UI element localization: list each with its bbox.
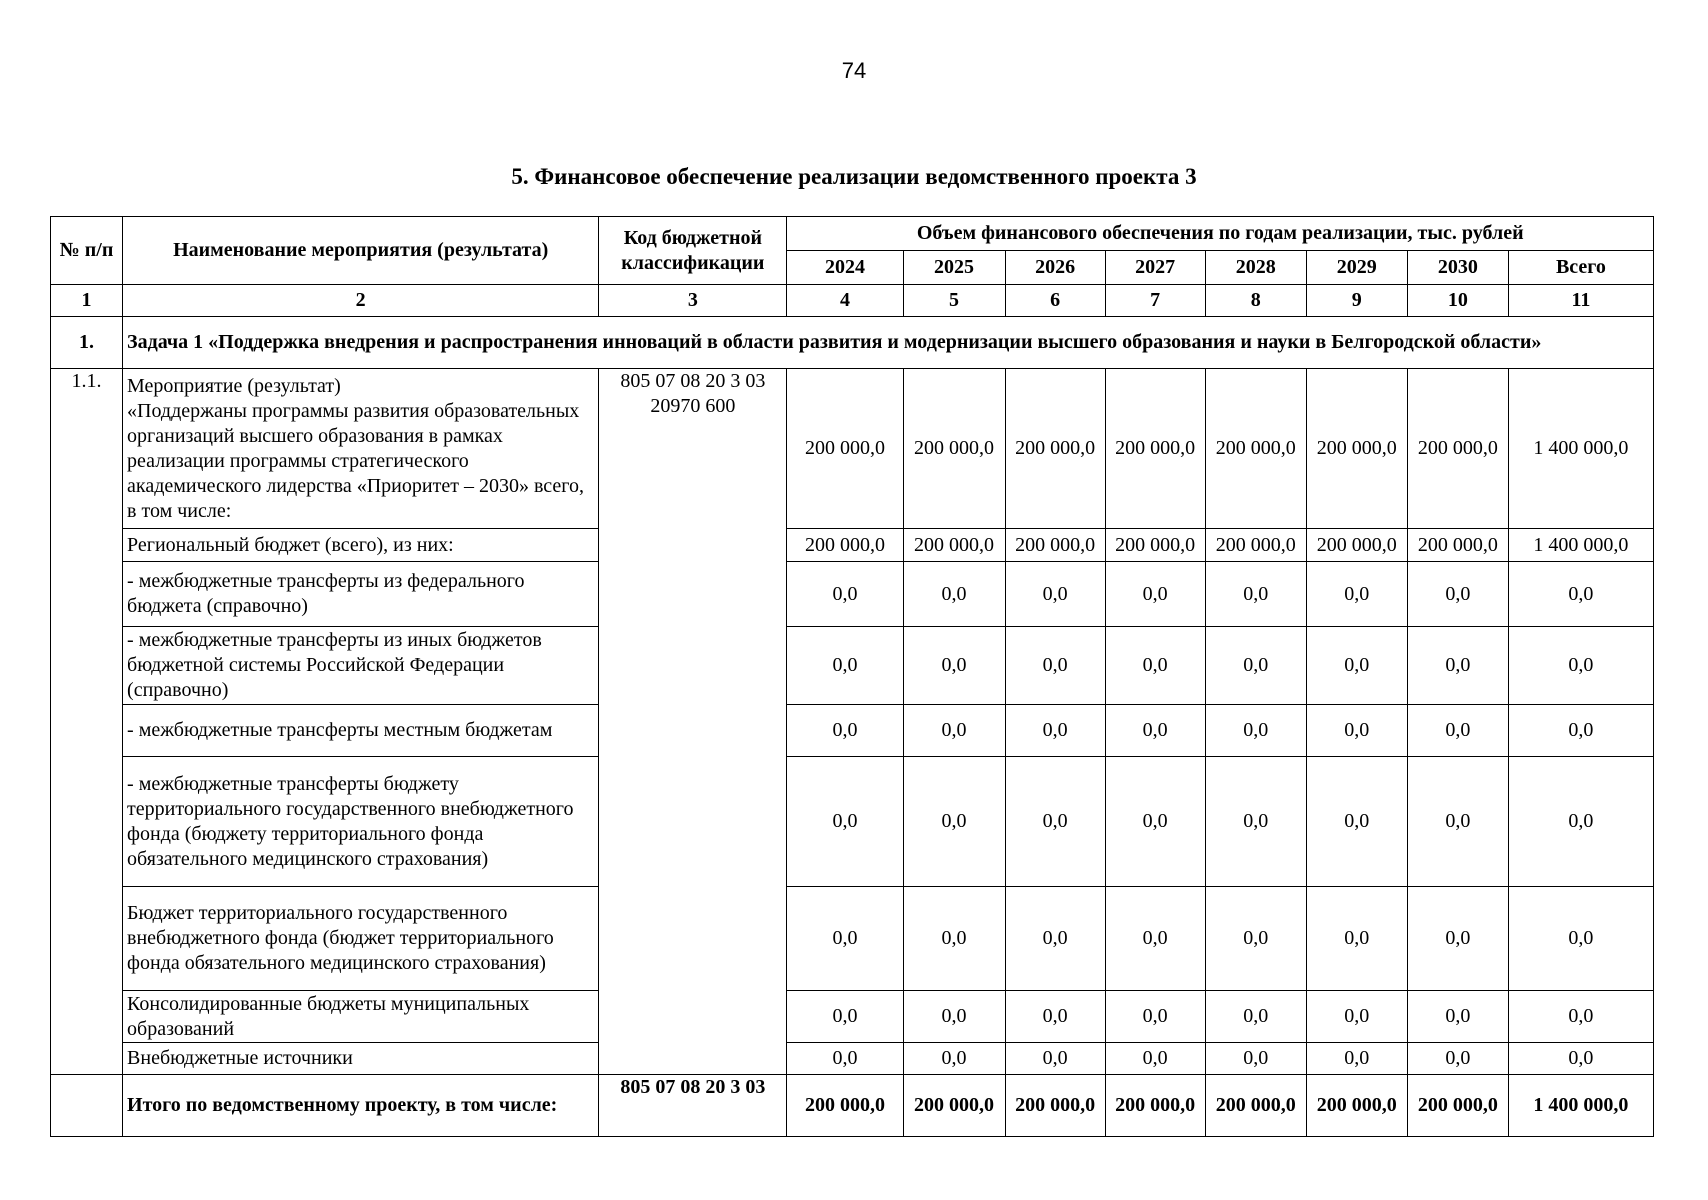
value-cell: 0,0	[1508, 562, 1653, 627]
value-cell: 0,0	[1508, 757, 1653, 887]
value-cell: 0,0	[1306, 562, 1407, 627]
value-cell: 0,0	[1205, 627, 1306, 705]
value-cell: 0,0	[1005, 1043, 1105, 1075]
value-cell: 200 000,0	[1306, 369, 1407, 529]
header-year: 2027	[1105, 251, 1205, 285]
value-cell: 0,0	[1205, 991, 1306, 1043]
header-year: 2025	[903, 251, 1005, 285]
total-code: 805 07 08 20 3 03	[599, 1075, 787, 1137]
value-cell: 0,0	[1306, 1043, 1407, 1075]
activity-row	[51, 757, 1654, 887]
column-numbers-row	[51, 285, 1654, 317]
budget-code-line: 805 07 08 20 3 03	[620, 370, 766, 392]
value-cell: 0,0	[903, 887, 1005, 991]
value-cell: 1 400 000,0	[1508, 529, 1653, 562]
value-cell: 0,0	[1005, 757, 1105, 887]
value-cell: 0,0	[787, 562, 903, 627]
value-cell: 0,0	[1407, 991, 1508, 1043]
value-cell: 0,0	[1205, 887, 1306, 991]
header-year: 2030	[1407, 251, 1508, 285]
value-cell: 0,0	[1306, 627, 1407, 705]
value-cell: 200 000,0	[1205, 369, 1306, 529]
total-value: 200 000,0	[787, 1075, 903, 1137]
value-cell: 0,0	[787, 1043, 903, 1075]
value-cell: 0,0	[1005, 705, 1105, 757]
total-row	[51, 1075, 1654, 1137]
value-cell: 200 000,0	[1105, 369, 1205, 529]
value-cell: 200 000,0	[1105, 529, 1205, 562]
value-cell: 0,0	[1105, 705, 1205, 757]
header-year: 2024	[787, 251, 903, 285]
activity-row	[51, 369, 1654, 529]
activity-row	[51, 991, 1654, 1043]
total-value: 200 000,0	[1005, 1075, 1105, 1137]
value-cell: 200 000,0	[1407, 369, 1508, 529]
activity-row-name: Мероприятие (результат) «Поддержаны программы развития образовательных организаций высшего образования в рамках реализации программы стратегического академического лидерства «Приоритет – 2030» всего, в том числе:	[123, 369, 599, 529]
value-cell: 0,0	[1105, 991, 1205, 1043]
activity-row-name: Бюджет территориального государственного внебюджетного фонда (бюджет территориального фонда обязательного медицинского страхования)	[123, 887, 599, 991]
value-cell: 0,0	[787, 757, 903, 887]
value-cell: 0,0	[1005, 887, 1105, 991]
value-cell: 0,0	[787, 627, 903, 705]
header-num: № п/п	[51, 217, 123, 285]
total-value: 200 000,0	[1407, 1075, 1508, 1137]
activity-row-name: - межбюджетные трансферты из иных бюджетов бюджетной системы Российской Федерации (справочно)	[123, 627, 599, 705]
value-cell: 200 000,0	[787, 369, 903, 529]
activity-row	[51, 705, 1654, 757]
value-cell: 0,0	[903, 1043, 1005, 1075]
header-total: Всего	[1508, 251, 1653, 285]
budget-code-line: 20970 600	[650, 395, 736, 417]
value-cell: 200 000,0	[903, 529, 1005, 562]
column-number: 9	[1306, 285, 1407, 317]
total-value: 200 000,0	[903, 1075, 1005, 1137]
value-cell: 0,0	[1407, 1043, 1508, 1075]
value-cell: 0,0	[1306, 757, 1407, 887]
value-cell: 0,0	[1306, 991, 1407, 1043]
column-number: 8	[1205, 285, 1306, 317]
header-year: 2026	[1005, 251, 1105, 285]
task-row	[51, 317, 1654, 369]
value-cell: 0,0	[1205, 757, 1306, 887]
value-cell: 0,0	[1105, 627, 1205, 705]
task-num: 1.	[51, 317, 123, 369]
column-number: 1	[51, 285, 123, 317]
value-cell: 0,0	[1407, 627, 1508, 705]
column-number: 11	[1508, 285, 1653, 317]
activity-row	[51, 887, 1654, 991]
value-cell: 200 000,0	[1005, 529, 1105, 562]
value-cell: 200 000,0	[1407, 529, 1508, 562]
value-cell: 200 000,0	[903, 369, 1005, 529]
column-number: 2	[123, 285, 599, 317]
activity-num: 1.1.	[51, 369, 123, 1075]
value-cell: 200 000,0	[1205, 529, 1306, 562]
budget-code	[599, 369, 787, 1075]
value-cell: 0,0	[903, 705, 1005, 757]
total-value: 200 000,0	[1205, 1075, 1306, 1137]
value-cell: 0,0	[1407, 705, 1508, 757]
value-cell: 200 000,0	[1005, 369, 1105, 529]
column-number: 4	[787, 285, 903, 317]
activity-row-name: Внебюджетные источники	[123, 1043, 599, 1075]
total-name: Итого по ведомственному проекту, в том числе:	[123, 1075, 599, 1137]
value-cell: 0,0	[1508, 1043, 1653, 1075]
value-cell: 0,0	[787, 705, 903, 757]
value-cell: 0,0	[1306, 887, 1407, 991]
header-row-1	[51, 217, 1654, 251]
value-cell: 1 400 000,0	[1508, 369, 1653, 529]
value-cell: 0,0	[1508, 627, 1653, 705]
activity-row	[51, 562, 1654, 627]
activity-row-name: Консолидированные бюджеты муниципальных образований	[123, 991, 599, 1043]
value-cell: 0,0	[1508, 705, 1653, 757]
value-cell: 0,0	[903, 991, 1005, 1043]
page-number: 74	[841, 58, 867, 83]
value-cell: 0,0	[787, 991, 903, 1043]
value-cell: 200 000,0	[787, 529, 903, 562]
value-cell: 0,0	[1407, 757, 1508, 887]
header-name: Наименование мероприятия (результата)	[123, 217, 599, 285]
activity-row	[51, 529, 1654, 562]
header-volume: Объем финансового обеспечения по годам реализации, тыс. рублей	[787, 217, 1654, 251]
value-cell: 0,0	[1407, 887, 1508, 991]
total-value: 200 000,0	[1105, 1075, 1205, 1137]
value-cell: 200 000,0	[1306, 529, 1407, 562]
financing-table	[50, 216, 1654, 1137]
activity-row	[51, 627, 1654, 705]
header-year: 2029	[1306, 251, 1407, 285]
value-cell: 0,0	[903, 627, 1005, 705]
value-cell: 0,0	[1306, 705, 1407, 757]
value-cell: 0,0	[1005, 991, 1105, 1043]
column-number: 10	[1407, 285, 1508, 317]
value-cell: 0,0	[787, 887, 903, 991]
total-num	[51, 1075, 123, 1137]
header-code: Код бюджетной классификации	[599, 217, 787, 285]
value-cell: 0,0	[1105, 562, 1205, 627]
value-cell: 0,0	[1005, 627, 1105, 705]
value-cell: 0,0	[1005, 562, 1105, 627]
value-cell: 0,0	[903, 757, 1005, 887]
activity-row-name: Региональный бюджет (всего), из них:	[123, 529, 599, 562]
document-title: 5. Финансовое обеспечение реализации ведомственного проекта 3	[511, 164, 1197, 189]
column-number: 6	[1005, 285, 1105, 317]
activity-row-name: - межбюджетные трансферты из федерального бюджета (справочно)	[123, 562, 599, 627]
task-text: Задача 1 «Поддержка внедрения и распространения инноваций в области развития и модернизации высшего образования и науки в Белгородской области»	[123, 317, 1654, 369]
value-cell: 0,0	[1205, 562, 1306, 627]
value-cell: 0,0	[903, 562, 1005, 627]
value-cell: 0,0	[1105, 887, 1205, 991]
activity-row-name: - межбюджетные трансферты местным бюджетам	[123, 705, 599, 757]
column-number: 7	[1105, 285, 1205, 317]
header-year: 2028	[1205, 251, 1306, 285]
value-cell: 0,0	[1407, 562, 1508, 627]
activity-row	[51, 1043, 1654, 1075]
value-cell: 0,0	[1508, 991, 1653, 1043]
value-cell: 0,0	[1105, 757, 1205, 887]
activity-row-name: - межбюджетные трансферты бюджету территориального государственного внебюджетного фонда (бюджету территориального фонда обязательного медицинского страхования)	[123, 757, 599, 887]
total-value: 200 000,0	[1306, 1075, 1407, 1137]
value-cell: 0,0	[1508, 887, 1653, 991]
total-value: 1 400 000,0	[1508, 1075, 1653, 1137]
value-cell: 0,0	[1205, 705, 1306, 757]
value-cell: 0,0	[1105, 1043, 1205, 1075]
column-number: 3	[599, 285, 787, 317]
value-cell: 0,0	[1205, 1043, 1306, 1075]
column-number: 5	[903, 285, 1005, 317]
